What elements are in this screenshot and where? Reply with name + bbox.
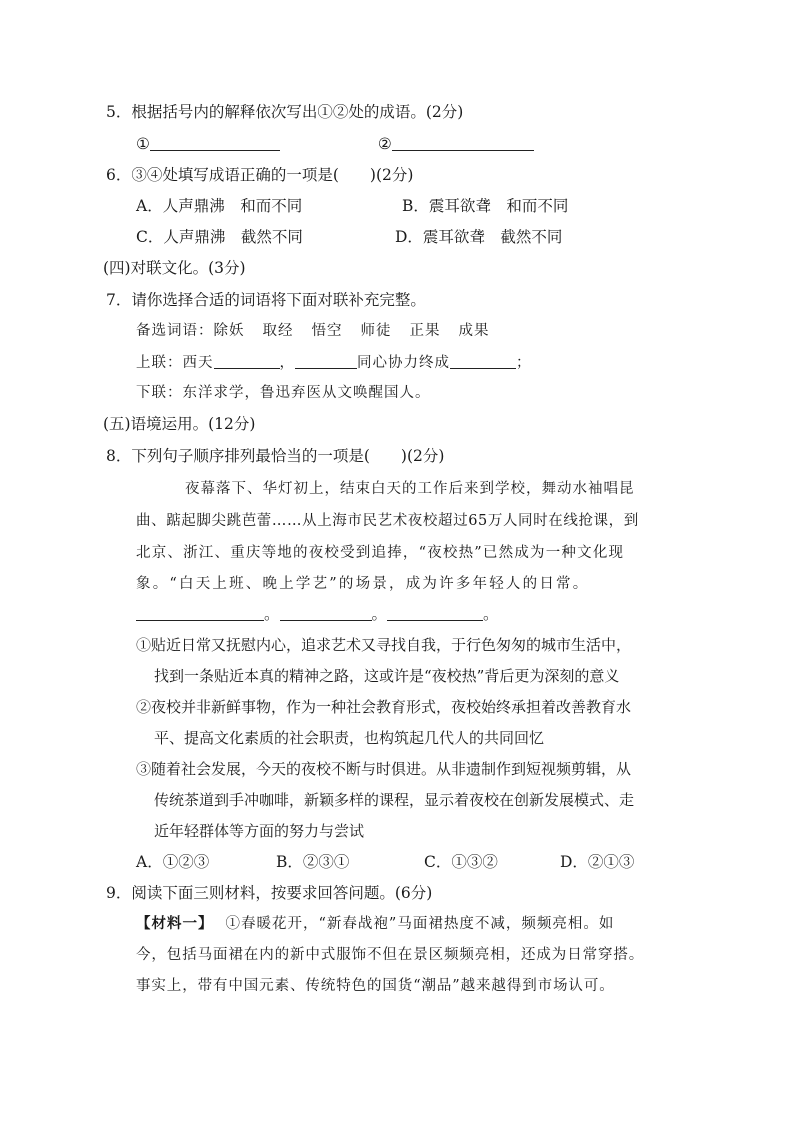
q9-material-1-label: 【材料一】	[136, 915, 214, 932]
q8-item-3-cont: 近年轻群体等方面的努力与尝试	[154, 822, 365, 840]
q6-stem: 6．③④处填写成语正确的一项是( )(2分)	[106, 166, 414, 184]
section-5-heading: (五)语境运用。(12分)	[103, 415, 256, 433]
q6-option-c[interactable]: C．人声鼎沸 截然不同	[136, 228, 303, 246]
q7-upper-blank1[interactable]	[214, 352, 280, 369]
q8-stem: 8．下列句子顺序排列最恰当的一项是( )(2分)	[106, 447, 445, 465]
q9-material-1-line: 事实上，带有中国元素、传统特色的国货“潮品”越来越得到市场认可。	[136, 978, 615, 994]
q7-upper-blank3[interactable]	[450, 352, 516, 369]
q5-blank1-label: ①	[136, 135, 150, 153]
q8-option-b[interactable]: B．②③①	[276, 853, 350, 871]
q7-stem: 7．请你选择合适的词语将下面对联补充完整。	[106, 291, 426, 309]
q7-candidates	[136, 321, 490, 341]
q5-answer-line	[136, 134, 534, 154]
q7-candidate: 师徒	[360, 323, 392, 339]
q8-item-1: ①贴近日常又抚慰内心，追求艺术又寻找自我，于行色匆匆的城市生活中，	[136, 636, 632, 654]
q7-upper-blank2[interactable]	[295, 352, 357, 369]
q6-option-b[interactable]: B．震耳欲聋 和而不同	[402, 197, 569, 215]
q8-blank3[interactable]	[387, 604, 483, 621]
q8-answer-blanks	[136, 604, 499, 624]
q5-stem: 5．根据括号内的解释依次写出①②处的成语。(2分)	[106, 103, 464, 121]
q8-passage-line: 北京、浙江、重庆等地的夜校受到追捧，“夜校热”已然成为一种文化现	[136, 545, 625, 561]
q8-item-3-cont: 传统茶道到手冲咖啡，新颖多样的课程，显示着夜校在创新发展模式、走	[154, 791, 635, 809]
q8-option-a[interactable]: A．①②③	[136, 853, 210, 871]
q7-upper-mid: 同心协力终成	[357, 355, 450, 371]
q7-upper-end: ；	[516, 355, 532, 371]
q9-stem: 9．阅读下面三则材料，按要求回答问题。(6分)	[106, 884, 433, 902]
q7-candidate: 成果	[458, 323, 490, 339]
q7-candidate: 除妖	[213, 323, 245, 339]
q9-material-1-text: ①春暖花开，“新春战袍”马面裙热度不减，频频亮相。如	[225, 916, 615, 932]
q8-period: 。	[483, 605, 499, 623]
q7-candidate: 取经	[262, 323, 294, 339]
q7-upper-prefix: 上联：西天	[136, 355, 214, 371]
q8-blank1[interactable]	[136, 604, 264, 621]
q8-option-c[interactable]: C．①③②	[424, 853, 498, 871]
q8-item-2-cont: 平、提高文化素质的社会职责，也构筑起几代人的共同回忆	[154, 729, 545, 747]
q7-upper-comma: ，	[279, 355, 295, 371]
q8-option-d[interactable]: D．②①③	[560, 853, 635, 871]
q8-period: 。	[371, 605, 388, 623]
q6-option-a[interactable]: A．人声鼎沸 和而不同	[136, 197, 303, 215]
q5-blank2[interactable]	[392, 134, 534, 151]
q8-item-1-cont: 找到一条贴近本真的精神之路，这或许是“夜校热”背后更为深刻的意义	[154, 667, 620, 685]
q8-passage-line: 夜幕落下、华灯初上，结束白天的工作后来到学校，舞动水袖唱昆	[185, 481, 635, 497]
q7-candidates-label: 备选词语：	[136, 323, 214, 339]
q6-option-d[interactable]: D．震耳欲聋 截然不同	[395, 228, 563, 246]
q8-passage-line: 曲、踮起脚尖跳芭蕾……从上海市民艺术夜校超过65万人同时在线抢课，到	[136, 513, 639, 529]
q8-passage-line: 象。“白天上班、晚上学艺”的场景，成为许多年轻人的日常。	[136, 576, 590, 592]
q7-candidate: 正果	[409, 323, 441, 339]
q8-item-2: ②夜校并非新鲜事物，作为一种社会教育形式，夜校始终承担着改善教育水	[136, 698, 632, 716]
q9-material-1-line: 今，包括马面裙在内的新中式服饰不但在景区频频亮相，还成为日常穿搭。	[136, 947, 645, 963]
q7-candidate: 悟空	[311, 323, 343, 339]
q5-blank2-label: ②	[377, 135, 392, 153]
section-4-heading: (四)对联文化。(3分)	[103, 259, 246, 277]
q5-blank1[interactable]	[150, 134, 280, 151]
q7-lower-couplet: 下联：东洋求学，鲁迅弃医从文唤醒国人。	[136, 385, 431, 401]
q8-period: 。	[264, 605, 280, 623]
q8-item-3: ③随着社会发展，今天的夜校不断与时俱进。从非遗制作到短视频剪辑，从	[136, 760, 632, 778]
q8-blank2[interactable]	[280, 604, 372, 621]
q9-material-1-line	[136, 914, 614, 934]
q7-upper-couplet	[136, 352, 532, 373]
